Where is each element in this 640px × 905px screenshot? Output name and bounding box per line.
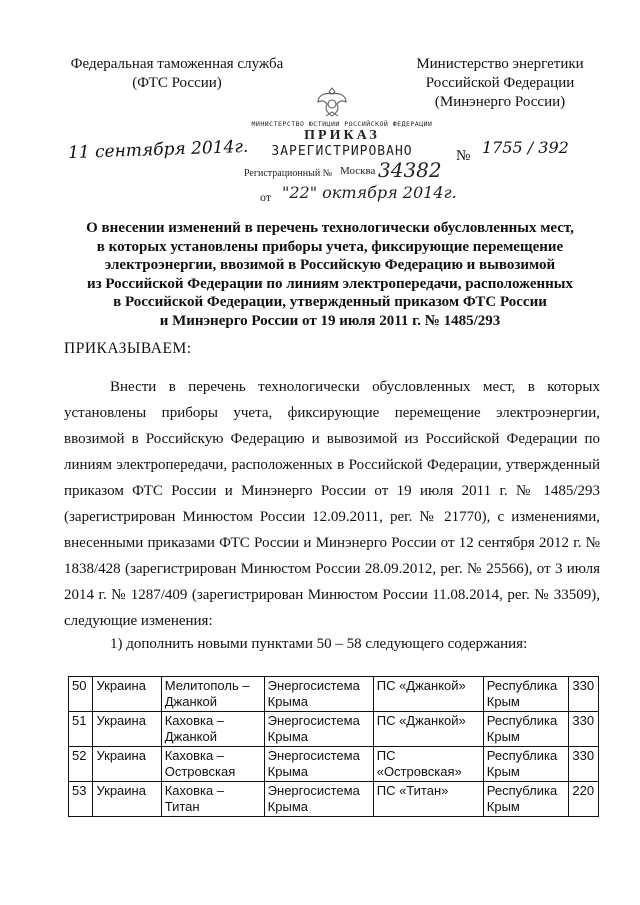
cell-kv: 330 <box>569 747 599 782</box>
title-line: из Российской Федерации по линиям электропередачи, расположенных <box>86 275 574 292</box>
cell-line: Каховка – Титан <box>161 782 264 817</box>
title-line: в которых установлены приборы учета, фиксирующие перемещение <box>96 238 564 255</box>
table-row <box>69 747 599 782</box>
cell-region: Республика Крым <box>483 747 569 782</box>
order-date: 11 сентября 2014г. <box>67 136 249 164</box>
stamp-from-label: от <box>260 190 272 204</box>
issuer-right <box>405 55 595 112</box>
stamp-reg-date: "22" октября 2014г. <box>282 183 457 202</box>
cell-substation: ПС «Титан» <box>373 782 483 817</box>
cell-system: Энергосистема Крыма <box>264 712 373 747</box>
cell-system: Энергосистема Крыма <box>264 677 373 712</box>
order-word: ПРИКАЗЫВАЕМ: <box>64 340 192 357</box>
cell-num: 50 <box>69 677 93 712</box>
cell-kv: 330 <box>569 677 599 712</box>
cell-region: Республика Крым <box>483 677 569 712</box>
issuer-left-name: Федеральная таможенная служба <box>70 56 284 72</box>
cell-substation: ПС «Островская» <box>373 747 483 782</box>
cell-num: 53 <box>69 782 93 817</box>
cell-substation: ПС «Джанкой» <box>373 677 483 712</box>
table-row <box>69 782 599 817</box>
point-1: 1) дополнить новыми пунктами 50 – 58 следующего содержания: <box>110 636 528 652</box>
cell-system: Энергосистема Крыма <box>264 747 373 782</box>
cell-country: Украина <box>93 782 161 817</box>
stamp-reg-label: Регистрационный № <box>244 168 333 179</box>
document-title <box>60 219 600 330</box>
cell-country: Украина <box>93 712 161 747</box>
issuer-right-abbr: (Минэнерго России) <box>434 94 566 110</box>
order-number: 1755 / 392 <box>482 138 569 157</box>
substations-table <box>68 676 599 817</box>
coat-of-arms-emblem <box>312 82 352 122</box>
cell-kv: 330 <box>569 712 599 747</box>
table-row <box>69 712 599 747</box>
cell-line: Каховка – Островская <box>161 747 264 782</box>
cell-kv: 220 <box>569 782 599 817</box>
cell-line: Каховка – Джанкой <box>161 712 264 747</box>
issuer-right-name-2: Российской Федерации <box>425 75 575 91</box>
cell-line: Мелитополь – Джанкой <box>161 677 264 712</box>
cell-country: Украина <box>93 747 161 782</box>
body-paragraph: Внести в перечень технологически обусловленных мест, в которых установлены приборы учета, фиксирующие перемещение электроэнергии, ввозимой в Российскую Федерацию и вывозимой из Российской Федерации по линиям электропередачи, расположенных в Российской Федерации, утвержденный приказом ФТС России и Минэнерго России от 19 июля 2011 г. № 1485/293 (зарегистрирован Минюстом России 12.09.2011, рег. № 21770), с изменениями, внесенными приказами ФТС России и Минэнерго России от 12 сентября 2012 г. № 1838/428 (зарегистрирован Минюстом России 28.09.2012, рег. № 25566), от 3 июля 2014 г. № 1287/409 (зарегистрирован Минюстом России 11.08.2014, рег. № 33509), следующие изменения: <box>64 379 600 629</box>
cell-substation: ПС «Джанкой» <box>373 712 483 747</box>
registration-stamp <box>238 120 457 212</box>
title-line: О внесении изменений в перечень технологически обусловленных мест, <box>86 220 574 236</box>
stamp-status: ЗАРЕГИСТРИРОВАНО <box>271 144 413 159</box>
stamp-ministry: МИНИСТЕРСТВО ЮСТИЦИИ РОССИЙСКОЙ ФЕДЕРАЦИИ <box>251 120 433 128</box>
cell-region: Республика Крым <box>483 782 569 817</box>
title-line: электроэнергии, ввозимой в Российскую Федерацию и вывозимой <box>104 257 556 273</box>
stamp-doc-type: ПРИКАЗ <box>304 128 380 143</box>
cell-num: 51 <box>69 712 93 747</box>
table-row <box>69 677 599 712</box>
cell-system: Энергосистема Крыма <box>264 782 373 817</box>
cell-country: Украина <box>93 677 161 712</box>
issuer-right-name: Министерство энергетики <box>416 56 584 72</box>
cell-num: 52 <box>69 747 93 782</box>
title-line: и Минэнерго России от 19 июля 2011 г. № 1485/293 <box>159 312 501 329</box>
order-number-label: № <box>456 148 471 164</box>
title-line: в Российской Федерации, утвержденный приказом ФТС России <box>113 294 547 310</box>
cell-region: Республика Крым <box>483 712 569 747</box>
issuer-left-abbr: (ФТС России) <box>132 75 222 91</box>
stamp-city: Москва <box>340 165 376 177</box>
issuer-left <box>62 55 292 93</box>
stamp-reg-number: 34382 <box>378 158 442 182</box>
